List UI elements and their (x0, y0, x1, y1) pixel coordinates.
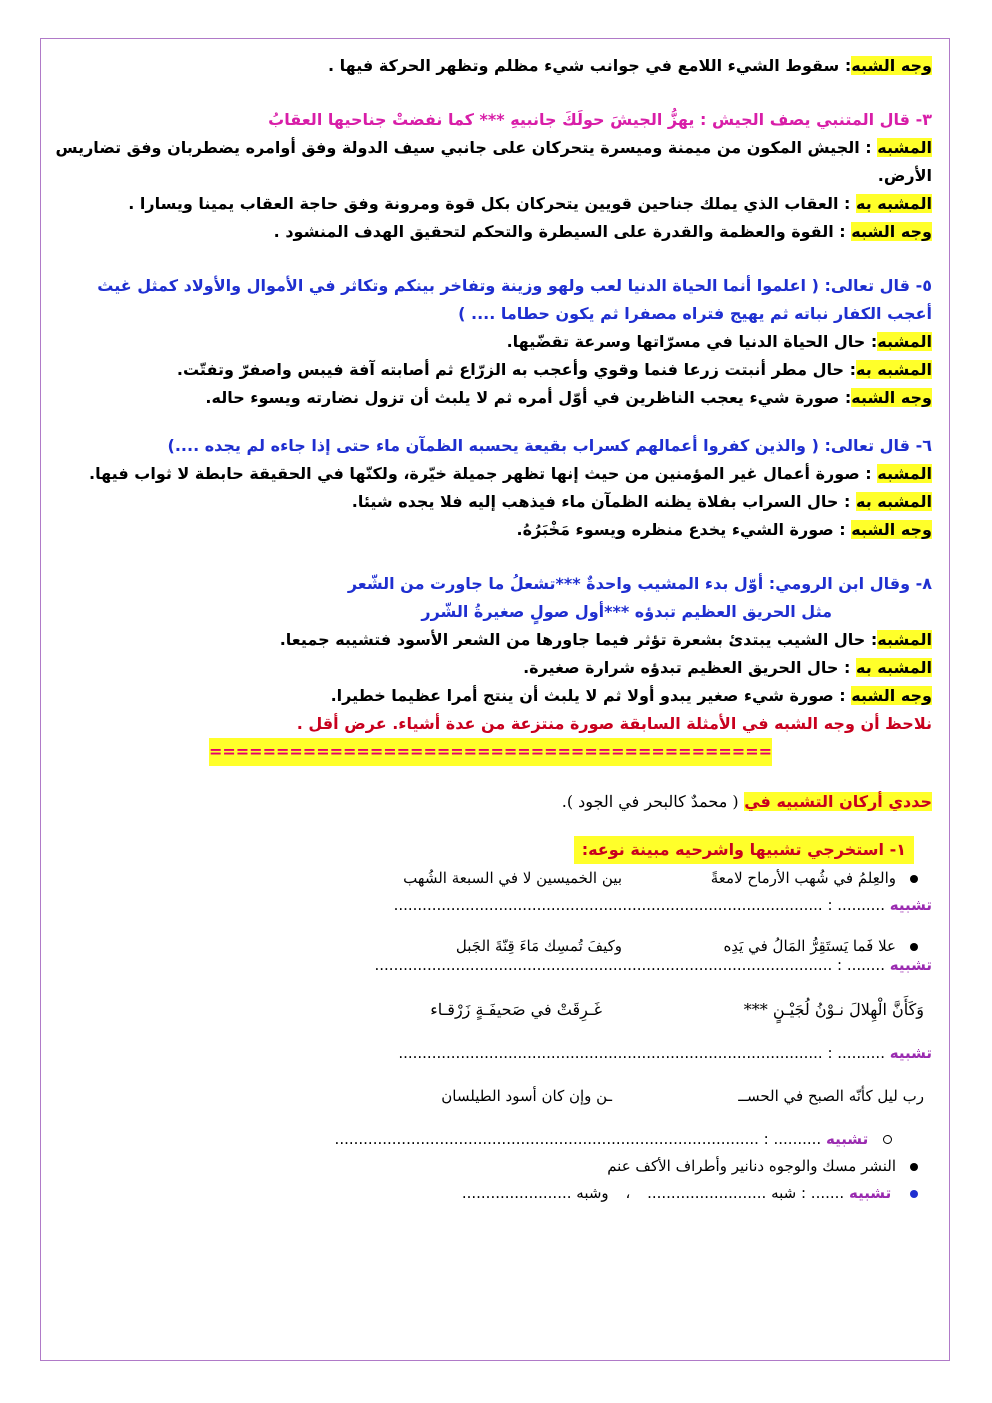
sec8-bih-line (52, 654, 932, 682)
sec6-mushabbah-line (52, 460, 932, 488)
sec5-wajh-line (52, 384, 932, 412)
sec5-mushabbah-text: : حال الحياة الدنيا في مسرّاتها وسرعة تقضّيها. (506, 332, 878, 351)
sec6-mushabbah-text: : صورة أعمال غير المؤمنين من حيث إنها تظهر جميلة خيّرة، ولكنّها في الحقيقة حابطة لا ثواب فيها. (89, 464, 878, 483)
wajh-label: وجه الشبه (851, 222, 932, 241)
wajh-label: وجه الشبه (851, 56, 932, 75)
sec0-wajh-text: : سقوط الشيء اللامع في جوانب شيء مظلم وتظهر الحركة فيها . (328, 56, 852, 75)
sec5-bih-text: : حال مطر أنبتت زرعا فنما وقوي وأعجب به الزرّاع ثم أصابته آفة فيبس واصفرّ وتفتّت. (176, 360, 856, 379)
sec3-wajh-text: : القوة والعظمة والقدرة على السيطرة والتحكم لتحقيق الهدف المنشود . (273, 222, 852, 241)
sec3-bih-text: : العقاب الذي يملك جناحين قويين يتحركان بكل قوة ومرونة وفق حاجة العقاب يمينا ويسارا . (128, 194, 856, 213)
sec5-bih-line (52, 356, 932, 384)
sec8-title-l1: ٨- وقال ابن الرومي: أوّل بدء المشيب واحدةٌ ***تشعلُ ما جاورت من الشّعر (347, 574, 932, 593)
sec5-wajh-text: : صورة شيء يعجب الناظرين في أوّل أمره ثم لا يلبث أن تزول نضارته ويسوء حاله. (205, 388, 852, 407)
note-line: نلاحظ أن وجه الشبه في الأمثلة السابقة صورة منتزعة من عدة أشياء. عرض أقل . (296, 714, 932, 733)
answer-comma: ، (625, 1184, 631, 1202)
mushabbah-label: المشبه (877, 464, 932, 483)
sec8-mushabbah-line (52, 626, 932, 654)
worksheet (52, 52, 932, 1206)
answer-dots-3[interactable]: وشبه (576, 1184, 609, 1202)
item3-hemistich1: وَكَأَنَّ الْهِلالَ نـوْنُ لُجَيْـنٍ *** (743, 1000, 924, 1019)
exercise-item-2 (52, 932, 932, 960)
answer-label: تشبيه (825, 1130, 869, 1148)
item4-answer (52, 1126, 932, 1152)
bullet-icon (910, 1163, 918, 1171)
answer-label: تشبيه (889, 896, 932, 914)
mushabbah-label: المشبه (877, 138, 932, 157)
sec6-bih-line (52, 488, 932, 516)
exercise-heading: ١- استخرجي تشبيها واشرحيه مبينة نوعه: (574, 836, 914, 864)
sec3-bih-line (52, 190, 932, 218)
item4-hemistich2: ـن وإن كان أسود الطيلسان (441, 1087, 612, 1105)
bullet-icon (910, 943, 918, 951)
mushabbah-label: المشبه (877, 332, 932, 351)
exercise-item-5 (52, 1152, 932, 1180)
sec6-bih-text: : حال السراب بفلاة يظنه الظمآن ماء فيذهب إليه فلا يجده شيئا. (351, 492, 856, 511)
exercise-item-3 (52, 996, 932, 1024)
item2-hemistich1: علا فَما يَستَقِرُّ المَالُ في يَدِه (723, 937, 896, 955)
sec8-title-l2: مثل الحريق العظيم تبدؤه ***أول صولٍ صغيرةُ الشّرر (421, 602, 832, 621)
answer-label: تشبيه (848, 1184, 892, 1202)
exercise-item-1 (52, 864, 932, 892)
wajh-label: وجه الشبه (851, 686, 932, 705)
bullet-icon (910, 1190, 918, 1198)
wajh-label: وجه الشبه (851, 388, 932, 407)
mushabbah-bih-label: المشبه به (855, 360, 932, 379)
sec8-bih-text: : حال الحريق العظيم تبدؤه شرارة صغيرة. (523, 658, 856, 677)
answer-dots[interactable]: ........ : ................................................................................................ (374, 956, 885, 974)
final-answer (52, 1180, 932, 1206)
sec5-mushabbah-line (52, 328, 932, 356)
wajh-label: وجه الشبه (851, 520, 932, 539)
item4-hemistich1: رب ليل كأنّه الصبح في الحســ (738, 1087, 924, 1105)
sec3-mushabbah-line (52, 134, 932, 162)
mushabbah-bih-label: المشبه به (855, 658, 932, 677)
item5-text: النشر مسك والوجوه دنانير وأطراف الأكف عنم (607, 1157, 896, 1175)
sec8-wajh-line (52, 682, 932, 710)
item1-answer (52, 892, 932, 918)
item3-hemistich2: غَـرِقَتْ في صَحيفَـةٍ زَرْقـاء (430, 1000, 602, 1019)
sec6-wajh-text: : صورة الشيء يخدع منظره ويسوء مَخْبَرُهُ. (516, 520, 852, 539)
bullet-icon (910, 875, 918, 883)
sec3-mushabbah-line2: الأرض. (877, 166, 932, 185)
sec5-title-l2: أعجب الكفار نباته ثم يهيج فتراه مصفرا ثم يكون حطاما .... ) (458, 304, 932, 323)
mushabbah-label: المشبه (877, 630, 932, 649)
sec3-mushabbah-text: : الجيش المكون من ميمنة وميسرة يتحركان على جانبي سيف الدولة وفق أوامره يضطربان وفق تضاريس (55, 138, 878, 157)
circle-bullet-icon (883, 1135, 892, 1144)
answer-dots[interactable]: .......... : ......................................................................................... (334, 1130, 822, 1148)
mushabbah-bih-label: المشبه به (855, 194, 932, 213)
exercise-item-4 (52, 1082, 932, 1110)
answer-label: تشبيه (889, 1044, 932, 1062)
item2-hemistich2: وكيفَ تُمسِك مَاءَ قِنّةَ الجَبل (455, 937, 622, 955)
task1-text: ( محمدٌ كالبحر في الجود ). (561, 792, 739, 811)
sec6-title: ٦- قال تعالى: ( والذين كفروا أعمالهم كسراب بقيعة يحسبه الظمآن ماء حتى إذا جاءه لم يجده ....) (167, 436, 932, 455)
sec5-title-l1: ٥- قال تعالى: ( اعلموا أنما الحياة الدنيا لعب ولهو وزينة وتفاخر بينكم وتكاثر في الأموال والأولاد كمثل غيث (97, 276, 932, 295)
answer-dots[interactable]: .......... : ......................................................................................... (398, 1044, 885, 1062)
separator: ========================================== (209, 738, 772, 766)
answer-dots-1[interactable]: ....... : شبه (771, 1184, 845, 1202)
answer-label: تشبيه (889, 956, 932, 974)
mushabbah-bih-label: المشبه به (855, 492, 932, 511)
sec8-mushabbah-text: : حال الشيب يبتدئ بشعرة تؤثر فيما جاورها من الشعر الأسود فتشيبه جميعا. (279, 630, 878, 649)
item3-answer (52, 1040, 932, 1066)
answer-dots-4[interactable]: ....................... (461, 1184, 572, 1202)
task1-line (52, 788, 932, 816)
sec6-wajh-line (52, 516, 932, 544)
sec3-wajh-line (52, 218, 932, 246)
task1-label: حددي أركان التشبيه في (744, 792, 932, 811)
exercise-heading-line (52, 836, 932, 864)
sec8-wajh-text: : صورة شيء صغير يبدو أولا ثم لا يلبث أن ينتج أمرا عظيما خطيرا. (330, 686, 852, 705)
item1-hemistich2: بين الخميسين لا في السبعة الشُهب (403, 869, 622, 887)
separator-line (52, 738, 932, 766)
answer-dots[interactable]: .......... : .......................................................................................... (393, 896, 885, 914)
sec0-wajh-line (52, 52, 932, 80)
item1-hemistich1: والعِلمُ في شُهب الأرماح لامعةً (710, 869, 896, 887)
answer-dots-2[interactable]: ......................... (647, 1184, 767, 1202)
sec3-title: ٣- قال المتنبي يصف الجيش : يهزُّ الجيشَ حولَكَ جانبيهِ *** كما نفضتْ جناحيها العقابُ (268, 110, 932, 129)
